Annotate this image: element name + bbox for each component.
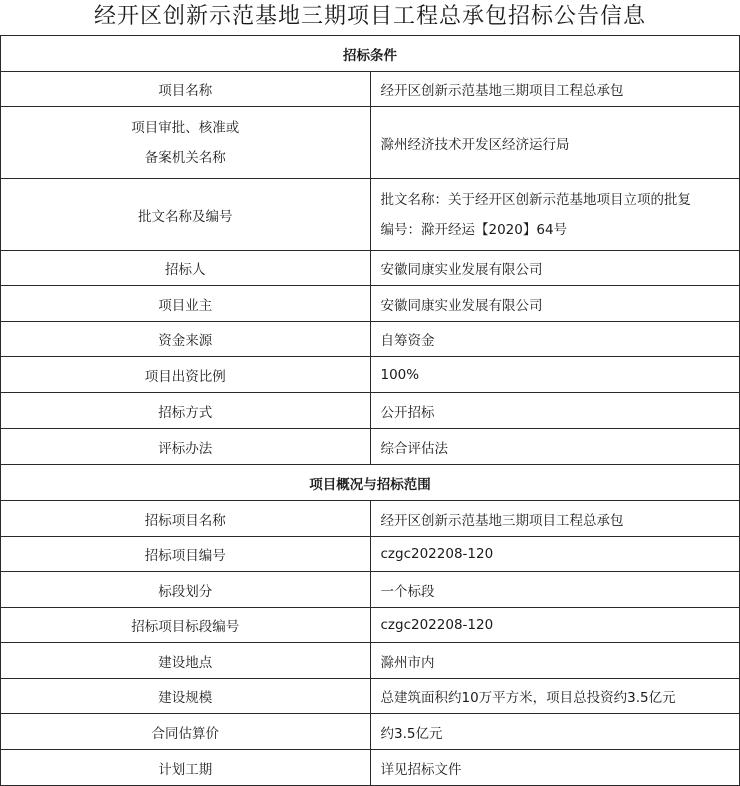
table-row <box>1 322 740 357</box>
tender-info-table <box>0 35 740 786</box>
row-label: 招标项目名称 <box>1 501 371 537</box>
table-row <box>1 179 740 251</box>
row-label: 合同估算价 <box>1 714 371 750</box>
table-row <box>1 501 740 537</box>
row-value: 一个标段 <box>370 572 740 608</box>
row-value: 公开招标 <box>370 393 740 429</box>
row-value: 滁州市内 <box>370 643 740 679</box>
table-row <box>1 429 740 465</box>
row-value: czgc202208-120 <box>370 537 740 572</box>
approval-number-line: 编号：滁开经运【2020】64号 <box>380 221 568 238</box>
row-label: 项目业主 <box>1 286 371 322</box>
row-value: 滁州经济技术开发区经济运行局 <box>370 107 740 179</box>
row-value: 自筹资金 <box>370 322 740 357</box>
section-heading: 项目概况与招标范围 <box>1 465 740 501</box>
row-label: 资金来源 <box>1 322 371 357</box>
table-row <box>1 679 740 714</box>
table-row <box>1 608 740 643</box>
section-header-tender-conditions <box>1 36 740 72</box>
row-value: 经开区创新示范基地三期项目工程总承包 <box>370 501 740 537</box>
row-value: 100% <box>370 357 740 393</box>
row-label: 评标办法 <box>1 429 371 465</box>
row-label: 项目名称 <box>1 72 371 107</box>
row-label: 招标方式 <box>1 393 371 429</box>
row-value <box>370 179 740 251</box>
table-row <box>1 537 740 572</box>
approval-name-line: 批文名称：关于经开区创新示范基地项目立项的批复 <box>380 191 691 208</box>
row-value: 安徽同康实业发展有限公司 <box>370 251 740 286</box>
row-label: 招标人 <box>1 251 371 286</box>
row-label-line: 备案机关名称 <box>144 149 226 166</box>
row-label: 招标项目编号 <box>1 537 371 572</box>
table-row <box>1 393 740 429</box>
row-value: 总建筑面积约10万平方米，项目总投资约3.5亿元 <box>370 679 740 714</box>
row-label: 计划工期 <box>1 750 371 786</box>
table-row <box>1 643 740 679</box>
row-label: 标段划分 <box>1 572 371 608</box>
table-row <box>1 286 740 322</box>
table-row <box>1 72 740 107</box>
row-value: czgc202208-120 <box>370 608 740 643</box>
row-value: 经开区创新示范基地三期项目工程总承包 <box>370 72 740 107</box>
row-label <box>1 107 371 179</box>
page-title: 经开区创新示范基地三期项目工程总承包招标公告信息 <box>93 4 646 29</box>
row-label: 项目出资比例 <box>1 357 371 393</box>
table-row <box>1 750 740 786</box>
section-header-project-overview <box>1 465 740 501</box>
row-label: 批文名称及编号 <box>1 179 371 251</box>
table-row <box>1 572 740 608</box>
table-row <box>1 251 740 286</box>
row-value: 安徽同康实业发展有限公司 <box>370 286 740 322</box>
row-label: 建设地点 <box>1 643 371 679</box>
table-row <box>1 357 740 393</box>
row-value: 综合评估法 <box>370 429 740 465</box>
table-row <box>1 714 740 750</box>
section-heading: 招标条件 <box>1 36 740 72</box>
row-value: 详见招标文件 <box>370 750 740 786</box>
row-label: 建设规模 <box>1 679 371 714</box>
row-label-line: 项目审批、核准或 <box>131 119 240 136</box>
row-value: 约3.5亿元 <box>370 714 740 750</box>
table-row <box>1 107 740 179</box>
row-label: 招标项目标段编号 <box>1 608 371 643</box>
